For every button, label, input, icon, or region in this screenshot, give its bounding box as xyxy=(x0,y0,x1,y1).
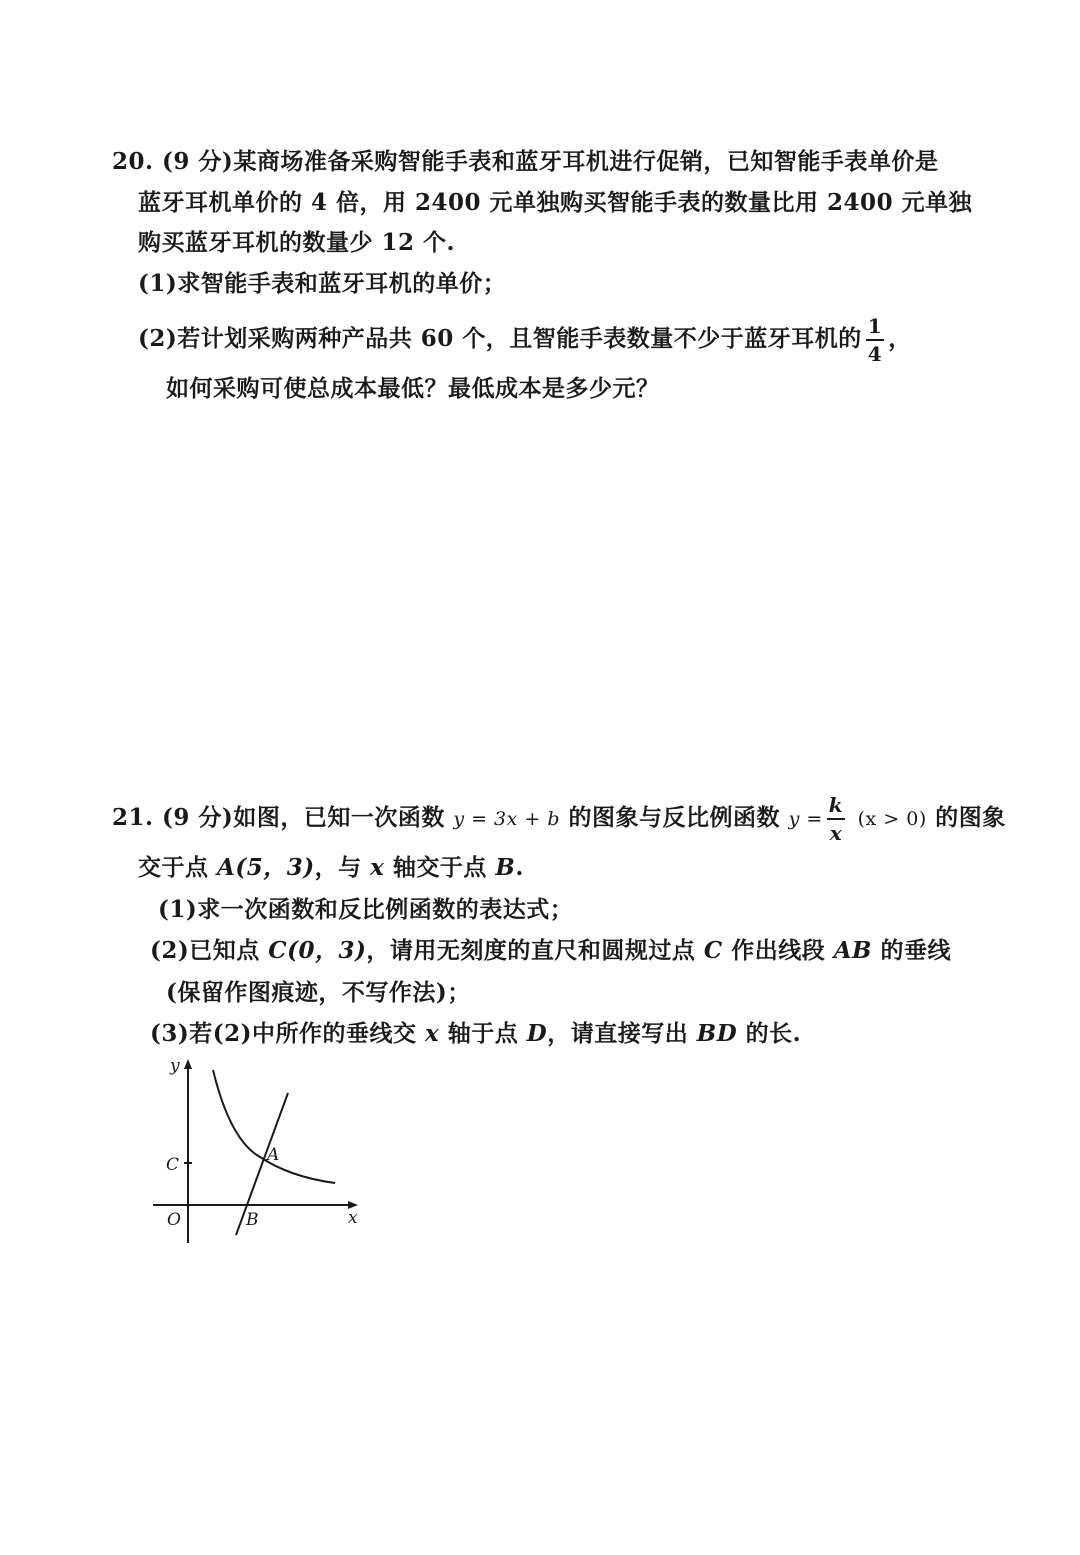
q21-line-2-end: . xyxy=(515,854,524,881)
figure-label-a: A xyxy=(267,1145,280,1165)
q21-part-3-d: 的长. xyxy=(737,1020,802,1047)
q21-linear-expression: y = 3x + b xyxy=(453,808,561,830)
q21-bd-label: BD xyxy=(696,1020,738,1047)
q20-score: (9 分) xyxy=(162,148,234,175)
q21-part-2-c: 作出线段 xyxy=(722,937,834,964)
q21-part-3-c: ，请直接写出 xyxy=(547,1020,697,1047)
q21-point-c: C(0，3) xyxy=(268,937,367,964)
figure-label-o: O xyxy=(167,1210,181,1230)
q21-inverse-numerator: k xyxy=(828,793,844,817)
q21-part-2 xyxy=(150,934,951,968)
q21-part-1 xyxy=(158,893,573,927)
q20-part-2-tail: ， xyxy=(888,325,912,352)
q21-d-label: D xyxy=(526,1020,548,1047)
q21-stem-a: 如图，已知一次函数 xyxy=(233,804,445,831)
q21-line-1 xyxy=(112,795,1006,843)
q21-inverse-lhs: y = xyxy=(788,808,823,830)
q20-part-1 xyxy=(138,267,506,301)
q21-part-3 xyxy=(150,1017,801,1051)
linear-function-line xyxy=(236,1093,288,1235)
q21-line-2-c: 轴交于点 xyxy=(384,854,496,881)
q21-part-1-text: (1)求一次函数和反比例函数的表达式； xyxy=(158,896,574,923)
q21-part-2-note: (保留作图痕迹，不写作法)； xyxy=(166,979,471,1006)
figure-label-c: C xyxy=(166,1155,180,1175)
q21-number: 21. xyxy=(112,804,154,831)
q21-stem-c: 的图象 xyxy=(935,804,1006,831)
q21-inverse-denominator: x xyxy=(829,821,843,845)
q20-fraction-denominator: 4 xyxy=(867,342,883,366)
q20-number: 20. xyxy=(112,148,154,175)
q21-inverse-fraction xyxy=(827,795,845,843)
q21-part-3-b: 轴于点 xyxy=(439,1020,527,1047)
q20-fraction-numerator: 1 xyxy=(867,314,883,338)
q20-stem-line-2: 蓝牙耳机单价的 4 倍，用 2400 元单独购买智能手表的数量比用 2400 元单独 xyxy=(138,189,973,216)
q21-inverse-bar xyxy=(827,818,845,820)
q20-fraction xyxy=(866,316,884,364)
q21-part-2-b: ，请用无刻度的直尺和圆规过点 xyxy=(366,937,704,964)
y-axis-arrow-icon xyxy=(184,1059,192,1069)
q21-domain: (x > 0) xyxy=(857,808,927,830)
q21-ab-label: AB xyxy=(833,937,872,964)
q21-line-2-a: 交于点 xyxy=(138,854,218,881)
q21-part-2-a: (2)已知点 xyxy=(150,937,269,964)
q21-part-3-x: x xyxy=(425,1020,440,1047)
q21-score: (9 分) xyxy=(162,804,234,831)
q21-line-2 xyxy=(138,851,524,885)
q20-part-2 xyxy=(138,316,912,364)
q21-part-2-d: 的垂线 xyxy=(872,937,952,964)
q21-figure xyxy=(150,1055,370,1250)
q21-stem-b: 的图象与反比例函数 xyxy=(568,804,781,831)
q20-fraction-bar xyxy=(866,339,884,341)
q21-point-a: A(5，3) xyxy=(217,854,315,881)
q20-line-3 xyxy=(138,226,455,260)
figure-label-b: B xyxy=(246,1210,259,1230)
q20-stem-line-3: 购买蓝牙耳机的数量少 12 个. xyxy=(138,229,456,256)
q21-part-3-a: (3)若(2)中所作的垂线交 xyxy=(150,1020,426,1047)
q21-c-label: C xyxy=(703,937,723,964)
q20-line-2 xyxy=(138,186,972,220)
q21-line-2-b: ，与 xyxy=(314,854,371,881)
figure-label-y: y xyxy=(170,1056,180,1076)
q21-part-2-line-2 xyxy=(166,976,471,1010)
figure-label-x: x xyxy=(348,1208,358,1228)
q21-x-variable: x xyxy=(370,854,385,881)
q20-part-2-question: 如何采购可使总成本最低？最低成本是多少元？ xyxy=(166,375,660,402)
q21-point-b: B xyxy=(495,854,516,881)
q20-stem-line-1: 某商场准备采购智能手表和蓝牙耳机进行促销，已知智能手表单价是 xyxy=(233,148,939,175)
q20-part-1-text: (1)求智能手表和蓝牙耳机的单价； xyxy=(138,270,507,297)
q20-part-2-text: (2)若计划采购两种产品共 60 个，且智能手表数量不少于蓝牙耳机的 xyxy=(138,325,862,352)
q20-part-2-line-2 xyxy=(166,372,660,406)
q20-line-1 xyxy=(112,145,938,179)
inverse-function-curve xyxy=(213,1070,335,1183)
